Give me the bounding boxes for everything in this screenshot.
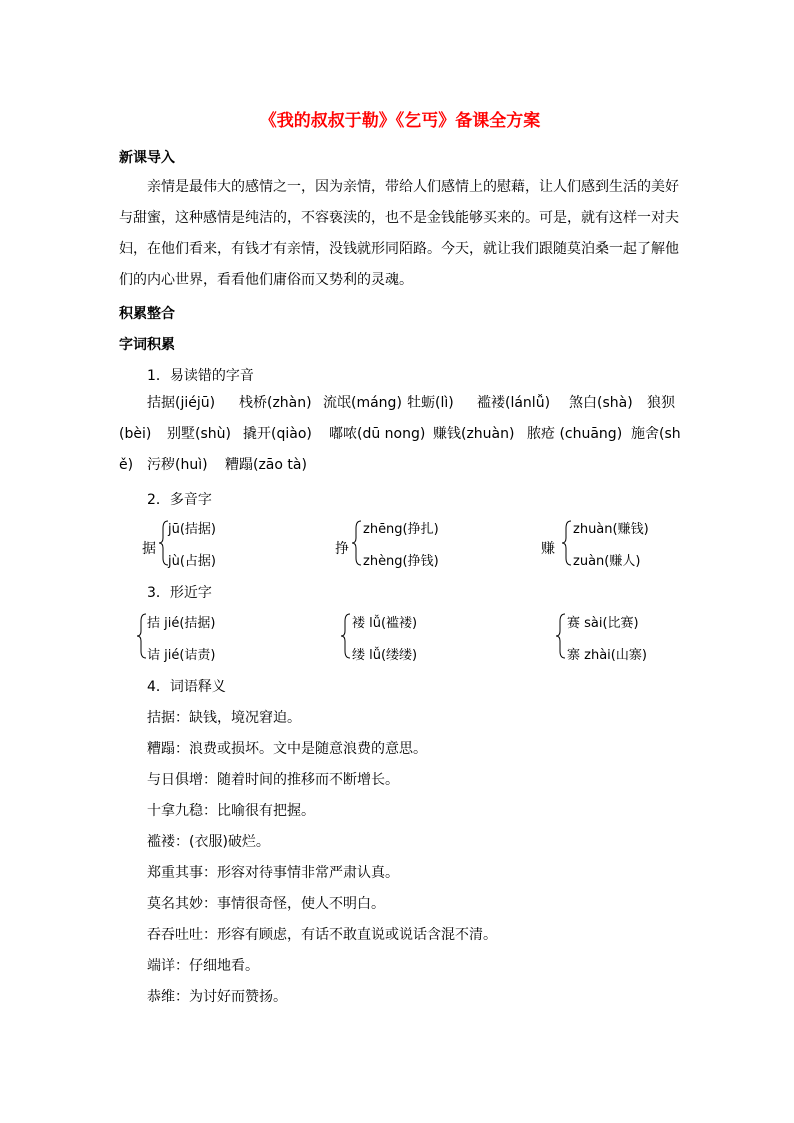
similar-char-item: 赛 sài(比赛) [567, 616, 639, 631]
pronunciation-item: 褴褛(lánlǚ) [477, 395, 551, 411]
section-1-label: 1．易读错的字音 [147, 368, 254, 384]
pronunciation-item: 施舍(sh [631, 426, 681, 442]
pronunciation-item: 流氓(máng) [323, 395, 402, 411]
polyphone-char: 赚 [541, 541, 555, 557]
pronunciation-item: 糟蹋(zāo tà) [225, 457, 307, 473]
similar-char-group [555, 610, 735, 666]
accumulation-heading: 积累整合 [119, 306, 175, 322]
similar-char-group [340, 610, 520, 666]
pronunciation-item: 脓疮 (chuāng) [527, 426, 623, 442]
section-3-label: 3．形近字 [147, 585, 212, 601]
polyphone-reading: zhuàn(赚钱) [573, 522, 649, 537]
pronunciation-item: 赚钱(zhuàn) [433, 426, 515, 442]
pronunciation-item: 污秽(huì) [147, 457, 208, 473]
definition-item: 拮据：缺钱，境况窘迫。 [147, 710, 301, 726]
pronunciation-list [119, 388, 685, 481]
pronunciation-item: 拮据(jiéjū) [147, 395, 216, 411]
similar-char-item: 缕 lǚ(缕缕) [352, 648, 418, 663]
definition-item: 与日俱增：随着时间的推移而不断增长。 [147, 772, 399, 788]
brace-icon [340, 613, 352, 659]
section-4-label: 4．词语释义 [147, 679, 226, 695]
polyphone-reading: zhèng(挣钱) [363, 554, 439, 569]
pronunciation-item: 煞白(shà) [569, 395, 633, 411]
definition-item: 端详：仔细地看。 [147, 958, 259, 974]
brace-icon [555, 613, 567, 659]
brace-icon [351, 520, 363, 566]
pronunciation-item: (bèi) [119, 426, 152, 442]
definition-item: 郑重其事：形容对待事情非常严肃认真。 [147, 865, 399, 881]
polyphone-reading: jū(拮据) [168, 522, 216, 537]
pronunciation-item: ě) [119, 457, 134, 473]
definition-item: 恭维：为讨好而赞扬。 [147, 989, 287, 1005]
pronunciation-row-3 [119, 450, 685, 481]
polyphone-group [142, 516, 302, 572]
pronunciation-item: 牡蛎(lì) [407, 395, 454, 411]
polyphone-char: 挣 [335, 541, 349, 557]
polyphone-reading: zhēng(挣扎) [363, 522, 439, 537]
pronunciation-item: 栈桥(zhàn) [239, 395, 312, 411]
pronunciation-item: 狼狈 [647, 395, 675, 411]
polyphone-reading: jù(占据) [168, 554, 216, 569]
definition-item: 十拿九稳：比喻很有把握。 [147, 803, 315, 819]
intro-paragraph: 亲情是最伟大的感情之一，因为亲情，带给人们感情上的慰藉，让人们感到生活的美好与甜蜜，这种感情是纯洁的，不容亵渎的，也不是金钱能够买来的。可是，就有这样一对夫妇，在他们看来，有钱才有亲情，没钱就形同陌路。今天，就让我们跟随莫泊桑一起了解他们的内心世界，看看他们庸俗而又势利的灵魂。 [119, 179, 679, 288]
pronunciation-item: 别墅(shù) [167, 426, 231, 442]
definition-item: 褴褛：(衣服)破烂。 [147, 834, 270, 850]
vocab-subheading: 字词积累 [119, 337, 175, 353]
pronunciation-item: 撬开(qiào) [243, 426, 312, 442]
similar-char-item: 褛 lǚ(褴褛) [352, 616, 418, 631]
pronunciation-row-2 [119, 419, 685, 450]
section-2-label: 2．多音字 [147, 492, 212, 508]
polyphone-group [335, 516, 495, 572]
polyphone-char: 据 [142, 541, 156, 557]
pronunciation-row-1 [119, 388, 685, 419]
brace-icon [561, 520, 573, 566]
intro-heading: 新课导入 [119, 150, 175, 166]
similar-char-item: 拮 jié(拮据) [147, 616, 216, 631]
pronunciation-item: 嘟哝(dū nong) [329, 426, 426, 442]
similar-char-group [136, 610, 316, 666]
polyphone-reading: zuàn(赚人) [573, 554, 641, 569]
document-title: 《我的叔叔于勒》《乞丐》备课全方案 [259, 111, 541, 131]
definition-item: 吞吞吐吐：形容有顾虑，有话不敢直说或说话含混不清。 [147, 927, 497, 943]
similar-char-item: 寨 zhài(山寨) [567, 648, 647, 663]
definition-item: 糟蹋：浪费或损坏。文中是随意浪费的意思。 [147, 741, 427, 757]
similar-char-item: 诘 jié(诘责) [147, 648, 216, 663]
polyphone-group [541, 516, 701, 572]
definition-item: 莫名其妙：事情很奇怪，使人不明白。 [147, 896, 385, 912]
